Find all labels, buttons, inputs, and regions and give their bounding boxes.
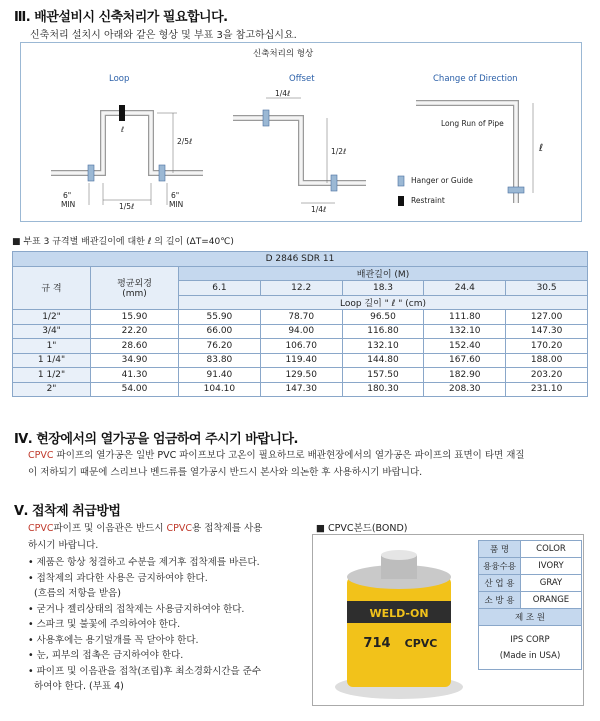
section3-subtitle: 신축처리 설치시 아래와 같은 형상 및 부표 3을 참고하십시요. xyxy=(30,30,297,41)
value-cell: 182.90 xyxy=(424,368,506,383)
length-cell: 6.1 xyxy=(179,281,261,296)
list-item: • 접착제의 과다한 사용은 금지하여야 한다. xyxy=(28,572,208,584)
bond-val: GRAY xyxy=(521,575,582,592)
od-cell: 28.60 xyxy=(91,339,179,354)
value-cell: 208.30 xyxy=(424,382,506,397)
value-cell: 66.00 xyxy=(179,324,261,339)
glue-can-image xyxy=(317,537,477,705)
bond-key: 산 업 용 xyxy=(479,575,521,592)
length-cell: 24.4 xyxy=(424,281,506,296)
value-cell: 203.20 xyxy=(506,368,588,383)
od-cell: 22.20 xyxy=(91,324,179,339)
value-cell: 152.40 xyxy=(424,339,506,354)
loop-dim2: 2/5ℓ xyxy=(177,137,193,146)
diagram-drawing xyxy=(21,43,581,221)
value-cell: 76.20 xyxy=(179,339,261,354)
value-cell: 144.80 xyxy=(342,353,424,368)
maker-label: 제 조 원 xyxy=(479,609,582,626)
can-brand: WELD-ON xyxy=(369,607,429,620)
value-cell: 83.80 xyxy=(179,353,261,368)
loop-l: ℓ xyxy=(121,125,125,134)
value-cell: 55.90 xyxy=(179,310,261,325)
intro-red1: CPVC xyxy=(28,523,54,534)
legend-restraint: Restraint xyxy=(411,196,445,205)
value-cell: 129.50 xyxy=(260,368,342,383)
loop-dim1: 1/5ℓ xyxy=(119,202,135,211)
list-item: • 눈, 피부의 접촉은 금지하여야 한다. xyxy=(28,650,184,661)
od-cell: 15.90 xyxy=(91,310,179,325)
list-item: (흐름의 저항을 받음) xyxy=(28,588,121,599)
value-cell: 78.70 xyxy=(260,310,342,325)
value-cell: 91.40 xyxy=(179,368,261,383)
col-od xyxy=(91,266,179,310)
value-cell: 104.10 xyxy=(179,382,261,397)
table-caption: ■ 부표 3 규격별 배관길이에 대한 ℓ 의 길이 (ΔT=40℃) xyxy=(12,237,234,247)
table-header-title: D 2846 SDR 11 xyxy=(13,252,588,267)
section4-line2: 이 저하되기 때문에 스리브나 벤드류를 열가공시 반드시 본사와 의논한 후 사용하시기 바랍니다. xyxy=(28,467,423,478)
bond-table xyxy=(478,540,582,670)
value-cell: 132.10 xyxy=(342,339,424,354)
list-item: • 스파크 및 불꽃에 주의하여야 한다. xyxy=(28,619,181,630)
offset-label: Offset xyxy=(289,74,315,84)
change-label: Change of Direction xyxy=(433,74,518,84)
intro-red2: CPVC xyxy=(166,523,193,534)
min1b: MIN xyxy=(61,200,76,209)
value-cell: 147.30 xyxy=(260,382,342,397)
precaution-list xyxy=(28,555,261,695)
bond-val: IVORY xyxy=(521,558,582,575)
bond-key: 품 명 xyxy=(479,541,521,558)
offset-dim1: 1/4ℓ xyxy=(275,89,291,98)
col-od-label: 평균외경 xyxy=(117,279,152,290)
value-cell: 188.00 xyxy=(506,353,588,368)
value-cell: 157.50 xyxy=(342,368,424,383)
can-type: CPVC xyxy=(404,637,438,650)
bond-row xyxy=(479,541,582,558)
change-l: ℓ xyxy=(539,143,544,154)
intro2: 용 접착제를 사용 xyxy=(192,523,263,534)
value-cell: 180.30 xyxy=(342,382,424,397)
size-cell: 1" xyxy=(13,339,91,354)
section3-title: Ⅲ. 배관설비시 신축처리가 필요합니다. xyxy=(14,10,228,25)
length-cell: 18.3 xyxy=(342,281,424,296)
section4-title: Ⅳ. 현장에서의 열가공을 엄금하여 주시기 바랍니다. xyxy=(14,432,298,447)
bond-row xyxy=(479,575,582,592)
col-length: 배관길이 (M) xyxy=(179,266,588,281)
offset-dim2: 1/2ℓ xyxy=(331,147,347,156)
bond-key: 소 방 용 xyxy=(479,592,521,609)
size-cell: 1/2" xyxy=(13,310,91,325)
od-cell: 41.30 xyxy=(91,368,179,383)
table-row xyxy=(13,339,588,354)
table-row xyxy=(13,368,588,383)
value-cell: 111.80 xyxy=(424,310,506,325)
value-cell: 170.20 xyxy=(506,339,588,354)
value-cell: 116.80 xyxy=(342,324,424,339)
loop-label: Loop xyxy=(109,74,130,84)
table-row xyxy=(13,382,588,397)
size-cell: 1 1/2" xyxy=(13,368,91,383)
bond-key: 용융수용 xyxy=(479,558,521,575)
value-cell: 94.00 xyxy=(260,324,342,339)
table-row xyxy=(13,310,588,325)
od-cell: 54.00 xyxy=(91,382,179,397)
list-item: 하여야 한다. (부표 4) xyxy=(28,681,124,692)
od-cell: 34.90 xyxy=(91,353,179,368)
bond-val: COLOR xyxy=(521,541,582,558)
list-item: • 제품은 항상 청결하고 수분을 제거후 접착제를 바른다. xyxy=(28,557,260,568)
value-cell: 132.10 xyxy=(424,324,506,339)
section4-body xyxy=(28,447,525,481)
table-row xyxy=(13,353,588,368)
legend-hanger: Hanger or Guide xyxy=(411,176,473,185)
offset-dim3: 1/4ℓ xyxy=(311,205,327,214)
long-run-label: Long Run of Pipe xyxy=(441,119,504,128)
section4-line1: 파이프의 열가공은 일반 PVC 파이프보다 고온이 필요하므로 배관현장에서의 열가공은 파이프의 표면이 타면 재질 xyxy=(53,450,525,461)
bond-row xyxy=(479,558,582,575)
value-cell: 167.60 xyxy=(424,353,506,368)
min2: 6" xyxy=(171,191,180,200)
list-item: • 굳거나 젤리상태의 접착제는 사용금지하여야 한다. xyxy=(28,603,245,615)
size-cell: 2" xyxy=(13,382,91,397)
length-cell: 12.2 xyxy=(260,281,342,296)
section5-title: Ⅴ. 접착제 취급방법 xyxy=(14,504,121,519)
expansion-diagram xyxy=(20,42,582,222)
value-cell: 231.10 xyxy=(506,382,588,397)
intro1: 파이프 및 이음관은 반드시 xyxy=(53,523,167,534)
section4-red: CPVC xyxy=(28,450,54,461)
loop-drawing xyxy=(51,105,203,205)
maker-country: (Made in USA) xyxy=(499,650,561,661)
value-cell: 119.40 xyxy=(260,353,342,368)
list-item: • 파이프 및 이음관을 접착(조립)후 최소경화시간을 준수 xyxy=(28,665,262,677)
list-item: • 사용후에는 용기덮개를 꼭 닫아야 한다. xyxy=(28,634,199,646)
bond-row xyxy=(479,592,582,609)
table-row xyxy=(13,324,588,339)
value-cell: 127.00 xyxy=(506,310,588,325)
col-size: 규 격 xyxy=(13,266,91,310)
min1: 6" xyxy=(63,191,72,200)
section5-intro xyxy=(28,520,262,554)
value-cell: 96.50 xyxy=(342,310,424,325)
col-od-unit: (mm) xyxy=(122,289,147,300)
bond-val: ORANGE xyxy=(521,592,582,609)
size-cell: 1 1/4" xyxy=(13,353,91,368)
maker-cell xyxy=(479,626,582,670)
size-cell: 3/4" xyxy=(13,324,91,339)
value-cell: 147.30 xyxy=(506,324,588,339)
value-cell: 106.70 xyxy=(260,339,342,354)
intro3: 하시기 바랍니다. xyxy=(28,540,99,551)
loop-length-label: Loop 길이 " ℓ " (cm) xyxy=(179,295,588,310)
maker: IPS CORP xyxy=(510,634,550,645)
length-cell: 30.5 xyxy=(506,281,588,296)
can-model: 714 xyxy=(363,636,391,651)
expansion-table xyxy=(12,251,588,397)
diagram-heading: 신축처리의 형상 xyxy=(253,49,314,59)
bond-title: ■ CPVC본드(BOND) xyxy=(316,523,408,534)
min2b: MIN xyxy=(169,200,184,209)
